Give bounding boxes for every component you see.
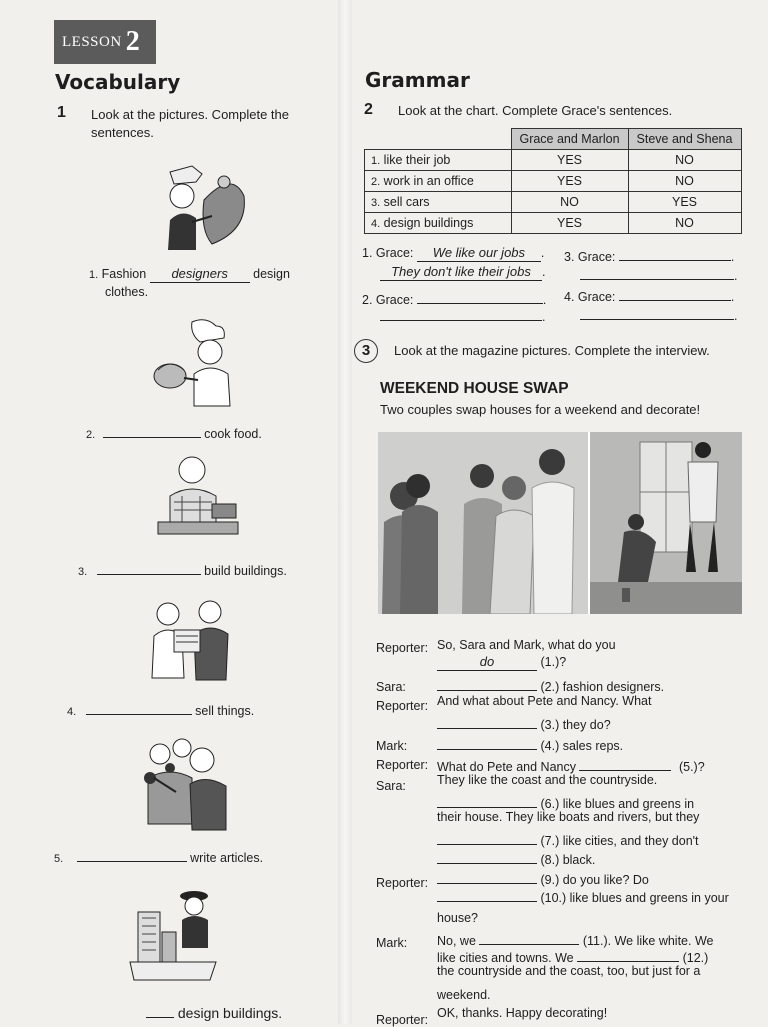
interview-line-7: (7.) like cities, and they don't <box>437 829 699 848</box>
interview-line-3: (3.) they do? <box>437 713 611 732</box>
grace-answer-1-label: 1. Grace: <box>362 246 414 260</box>
grace-answer-4b: . <box>580 304 737 325</box>
interview-line-8: (8.) black. <box>437 848 595 867</box>
chart-row-label: sell cars <box>383 195 430 209</box>
chart-cell: NO <box>628 150 741 171</box>
speaker-reporter: Reporter: <box>376 758 429 772</box>
vocab-item-1-answer[interactable]: designers <box>150 267 250 283</box>
vocab-item-1 <box>89 266 290 284</box>
grace-answer-3-line2[interactable] <box>580 264 734 280</box>
speaker-mark: Mark: <box>376 936 408 950</box>
interview-line-2: (2.) fashion designers. <box>437 675 664 694</box>
vocab-item-4-suffix: sell things. <box>195 704 255 718</box>
vocab-item-3 <box>78 559 287 581</box>
architect-icon <box>124 888 220 984</box>
blank-6[interactable] <box>437 792 537 808</box>
interview-line-5: What do Pete and Nancy (5.)? <box>437 755 705 774</box>
chart-cell: YES <box>511 150 628 171</box>
blank-9[interactable] <box>437 868 537 884</box>
exercise-3-instruction: Look at the magazine pictures. Complete the interview. <box>394 343 710 358</box>
magazine-photo <box>378 432 742 614</box>
interview-r1: So, Sara and Mark, what do you <box>437 638 616 652</box>
grammar-chart <box>364 128 742 234</box>
chart-row: 2. work in an office YES NO <box>365 171 742 192</box>
chart-col-steve-shena: Steve and Shena <box>628 129 741 150</box>
interview-m2c: the countryside and the coast, too, but just for a <box>437 964 701 978</box>
page-gutter <box>338 0 352 1024</box>
vocab-item-1-suffix: design <box>253 267 290 281</box>
blank-1[interactable]: do <box>437 655 537 671</box>
vocab-item-2-answer[interactable] <box>103 422 201 438</box>
grace-answer-1-line1[interactable]: We like our jobs <box>417 246 541 262</box>
speaker-reporter: Reporter: <box>376 699 429 713</box>
lesson-number: 2 <box>125 26 140 57</box>
vocab-item-1-number: 1. <box>89 269 99 281</box>
speaker-reporter: Reporter: <box>376 1013 429 1027</box>
blank-4[interactable] <box>437 734 537 750</box>
speaker-sara: Sara: <box>376 779 406 793</box>
chart-cell: NO <box>628 171 741 192</box>
grace-answer-2b: . <box>380 305 545 326</box>
grammar-instruction: Look at the chart. Complete Grace's sentences. <box>398 103 673 118</box>
speaker-reporter: Reporter: <box>376 876 429 890</box>
journalist-icon <box>140 734 236 832</box>
grace-answer-2: 2. Grace: . <box>362 288 546 309</box>
speaker-reporter: Reporter: <box>376 641 429 655</box>
blank-12[interactable] <box>577 946 679 962</box>
grace-answer-4-label: 4. Grace: <box>564 290 616 304</box>
interview-line-9: (9.) do you like? Do <box>437 868 649 887</box>
vocab-item-3-answer[interactable] <box>97 559 201 575</box>
grammar-exercise-number: 2 <box>364 101 373 118</box>
chart-row-label: design buildings <box>383 216 474 230</box>
blank-2[interactable] <box>437 675 537 691</box>
sales-people-icon <box>146 596 238 684</box>
interview-line-12: like cities and towns. We (12.) <box>437 946 708 965</box>
grace-answer-1: 1. Grace: We like our jobs . <box>362 245 545 260</box>
chart-cell: NO <box>628 213 741 234</box>
grace-answer-3: 3. Grace: . <box>564 245 734 266</box>
exercise-3-number: 3 <box>354 339 378 363</box>
vocab-item-5-number: 5. <box>54 853 64 865</box>
interview-line-1: do (1.)? <box>437 655 566 671</box>
interview-line-10: (10.) like blues and greens in your <box>437 886 729 905</box>
grace-answer-2-label: 2. Grace: <box>362 293 414 307</box>
vocab-item-5-suffix: write articles. <box>190 851 264 865</box>
vocabulary-heading: Vocabulary <box>55 70 181 94</box>
vocab-item-5 <box>54 846 263 868</box>
vocab-item-5-answer[interactable] <box>77 846 187 862</box>
chart-row: 3. sell cars NO YES <box>365 192 742 213</box>
interview-line-6: (6.) like blues and greens in <box>437 792 694 811</box>
vocab-item-2-number: 2. <box>86 429 96 441</box>
grace-answer-2-line1[interactable] <box>417 288 543 304</box>
chart-row: 1. like their job YES NO <box>365 150 742 171</box>
fashion-designer-icon <box>152 160 252 254</box>
interview-line-11: No, we (11.). We like white. We <box>437 929 713 948</box>
interview-r4b: house? <box>437 911 479 925</box>
vocab-item-4 <box>67 699 254 721</box>
magazine-title: WEEKEND HOUSE SWAP <box>380 380 569 397</box>
vocab-item-6 <box>146 1002 282 1022</box>
vocab-item-2-suffix: cook food. <box>204 427 262 441</box>
vocab-instruction-2: sentences. <box>91 125 154 140</box>
interview-s3b: their house. They like boats and rivers, but they <box>437 810 700 824</box>
vocab-exercise-number: 1 <box>57 104 66 121</box>
vocab-item-4-answer[interactable] <box>86 699 192 715</box>
chart-row-label: work in an office <box>383 174 474 188</box>
grace-answer-4: 4. Grace: . <box>564 285 734 306</box>
grace-answer-4-line2[interactable] <box>580 304 734 320</box>
chart-row: 4. design buildings YES NO <box>365 213 742 234</box>
lesson-word: LESSON <box>62 33 122 50</box>
blank-7[interactable] <box>437 829 537 845</box>
grace-answer-1b: They don't like their jobs . <box>380 264 545 281</box>
interview-r2: And what about Pete and Nancy. What <box>437 694 652 708</box>
vocab-item-6-suffix: design buildings. <box>177 1005 283 1021</box>
grace-answer-2-line2[interactable] <box>380 305 542 321</box>
chart-cell: NO <box>511 192 628 213</box>
grace-answer-3-label: 3. Grace: <box>564 250 616 264</box>
speaker-mark: Mark: <box>376 739 408 753</box>
grace-answer-3-line1[interactable] <box>619 245 731 261</box>
interview-r5: OK, thanks. Happy decorating! <box>437 1006 608 1020</box>
grace-answer-3b: . <box>580 264 737 285</box>
vocab-instruction-1: Look at the pictures. Complete the <box>91 107 290 122</box>
chef-icon <box>150 318 244 408</box>
magazine-subtitle: Two couples swap houses for a weekend and decorate! <box>380 402 701 417</box>
chart-cell: YES <box>628 192 741 213</box>
vocab-item-1-prefix: Fashion <box>101 267 147 281</box>
interview-line-4: (4.) sales reps. <box>437 734 623 753</box>
chart-col-grace-marlon: Grace and Marlon <box>511 129 628 150</box>
vocab-item-2 <box>86 422 262 444</box>
chart-cell: YES <box>511 213 628 234</box>
vocab-item-6-answer[interactable] <box>146 1002 174 1018</box>
grace-answer-1-line2[interactable]: They don't like their jobs <box>380 265 542 281</box>
blank-10[interactable] <box>437 886 537 902</box>
blank-8[interactable] <box>437 848 537 864</box>
interview-s3a: They like the coast and the countryside. <box>437 773 658 787</box>
builder-icon <box>152 452 246 544</box>
blank-11[interactable] <box>479 929 579 945</box>
vocab-item-4-number: 4. <box>67 706 77 718</box>
blank-5[interactable] <box>579 755 671 771</box>
grammar-heading: Grammar <box>365 68 470 92</box>
interview-m2d: weekend. <box>437 988 491 1002</box>
vocab-item-3-number: 3. <box>78 566 88 578</box>
blank-3[interactable] <box>437 713 537 729</box>
grace-answer-4-line1[interactable] <box>619 285 731 301</box>
chart-cell: YES <box>511 171 628 192</box>
vocab-item-3-suffix: build buildings. <box>204 564 287 578</box>
speaker-sara: Sara: <box>376 680 406 694</box>
lesson-tag <box>54 20 156 64</box>
chart-row-label: like their job <box>383 153 451 167</box>
vocab-item-1-suffix2: clothes. <box>105 285 149 299</box>
